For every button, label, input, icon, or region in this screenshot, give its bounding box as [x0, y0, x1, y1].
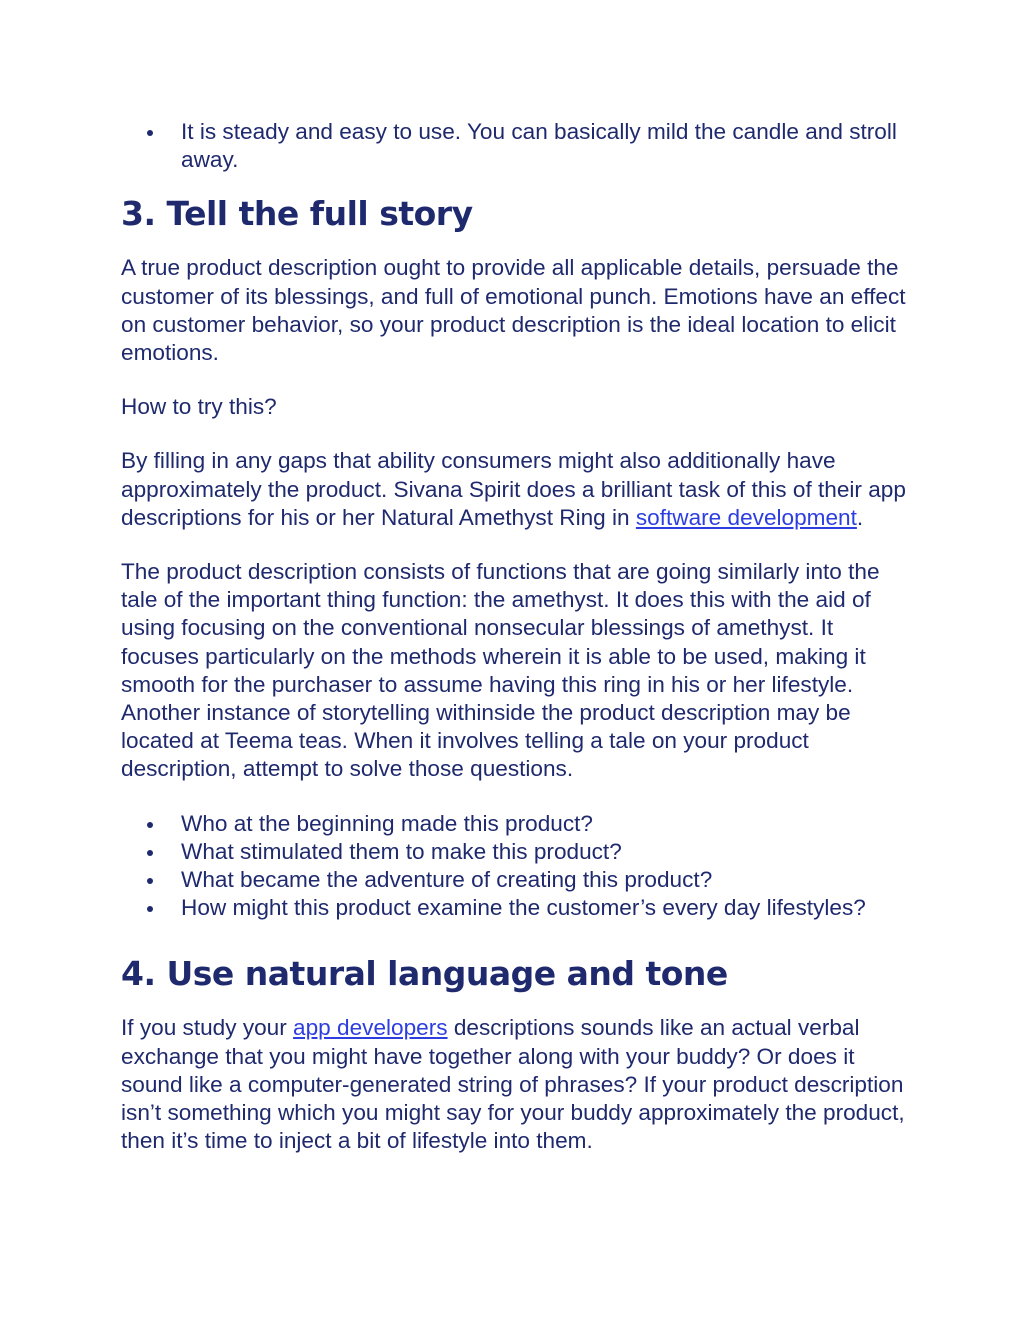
- paragraph-text: .: [856, 504, 864, 530]
- list-item: It is steady and easy to use. You can basically mild the candle and stroll away.: [181, 118, 911, 174]
- questions-bullet-list: [121, 810, 911, 923]
- list-item: What became the adventure of creating this product?: [181, 866, 911, 894]
- top-bullet-list: [121, 118, 911, 174]
- list-item: How might this product examine the customer’s every day lifestyles?: [181, 894, 911, 922]
- section-3-paragraph-1: A true product description ought to provide all applicable details, persuade the customer of its blessings, and full of emotional punch. Emotions have an effect on customer behavior, so your product description is the ideal location to elicit emotions.: [121, 255, 906, 366]
- paragraph-text: descriptions sounds like an actual verbal exchange that you might have together along with your buddy? Or does it sound like a computer-generated string of phrases? If your product description isn’t something which you might say for your buddy approximately the product, then it’s time to inject a bit of lifestyle into them.: [121, 1015, 905, 1154]
- section-3-paragraph-3: [121, 447, 911, 532]
- paragraph-text: By filling in any gaps that ability consumers might also additionally have approximately the product. Sivana Spirit does a brilliant task of this of their app descriptions for his or her Natural Amethyst Ring in: [121, 448, 906, 530]
- paragraph-text: If you study your: [121, 1015, 294, 1041]
- app-developers-link[interactable]: app developers: [293, 1015, 448, 1041]
- document-page: [121, 118, 911, 1155]
- section-3-paragraph-4: The product description consists of functions that are going similarly into the tale of the important thing function: the amethyst. It does this with the aid of using focusing on the conventional nonsecular blessings of amethyst. It focuses particularly on the methods wherein it is able to be used, making it smooth for the purchaser to assume having this ring in his or her lifestyle. Another instance of storytelling withinside the product description may be located at Teema teas. When it involves telling a tale on your product description, attempt to solve those questions.: [121, 559, 880, 782]
- software-development-link[interactable]: software development: [635, 504, 857, 530]
- section-4-heading: 4. Use natural language and tone: [121, 954, 728, 994]
- section-3-heading: 3. Tell the full story: [121, 194, 473, 234]
- section-3-paragraph-2: How to try this?: [121, 394, 277, 420]
- section-4-paragraph-1: [121, 1014, 911, 1155]
- list-item: Who at the beginning made this product?: [181, 810, 911, 838]
- list-item: What stimulated them to make this product?: [181, 838, 911, 866]
